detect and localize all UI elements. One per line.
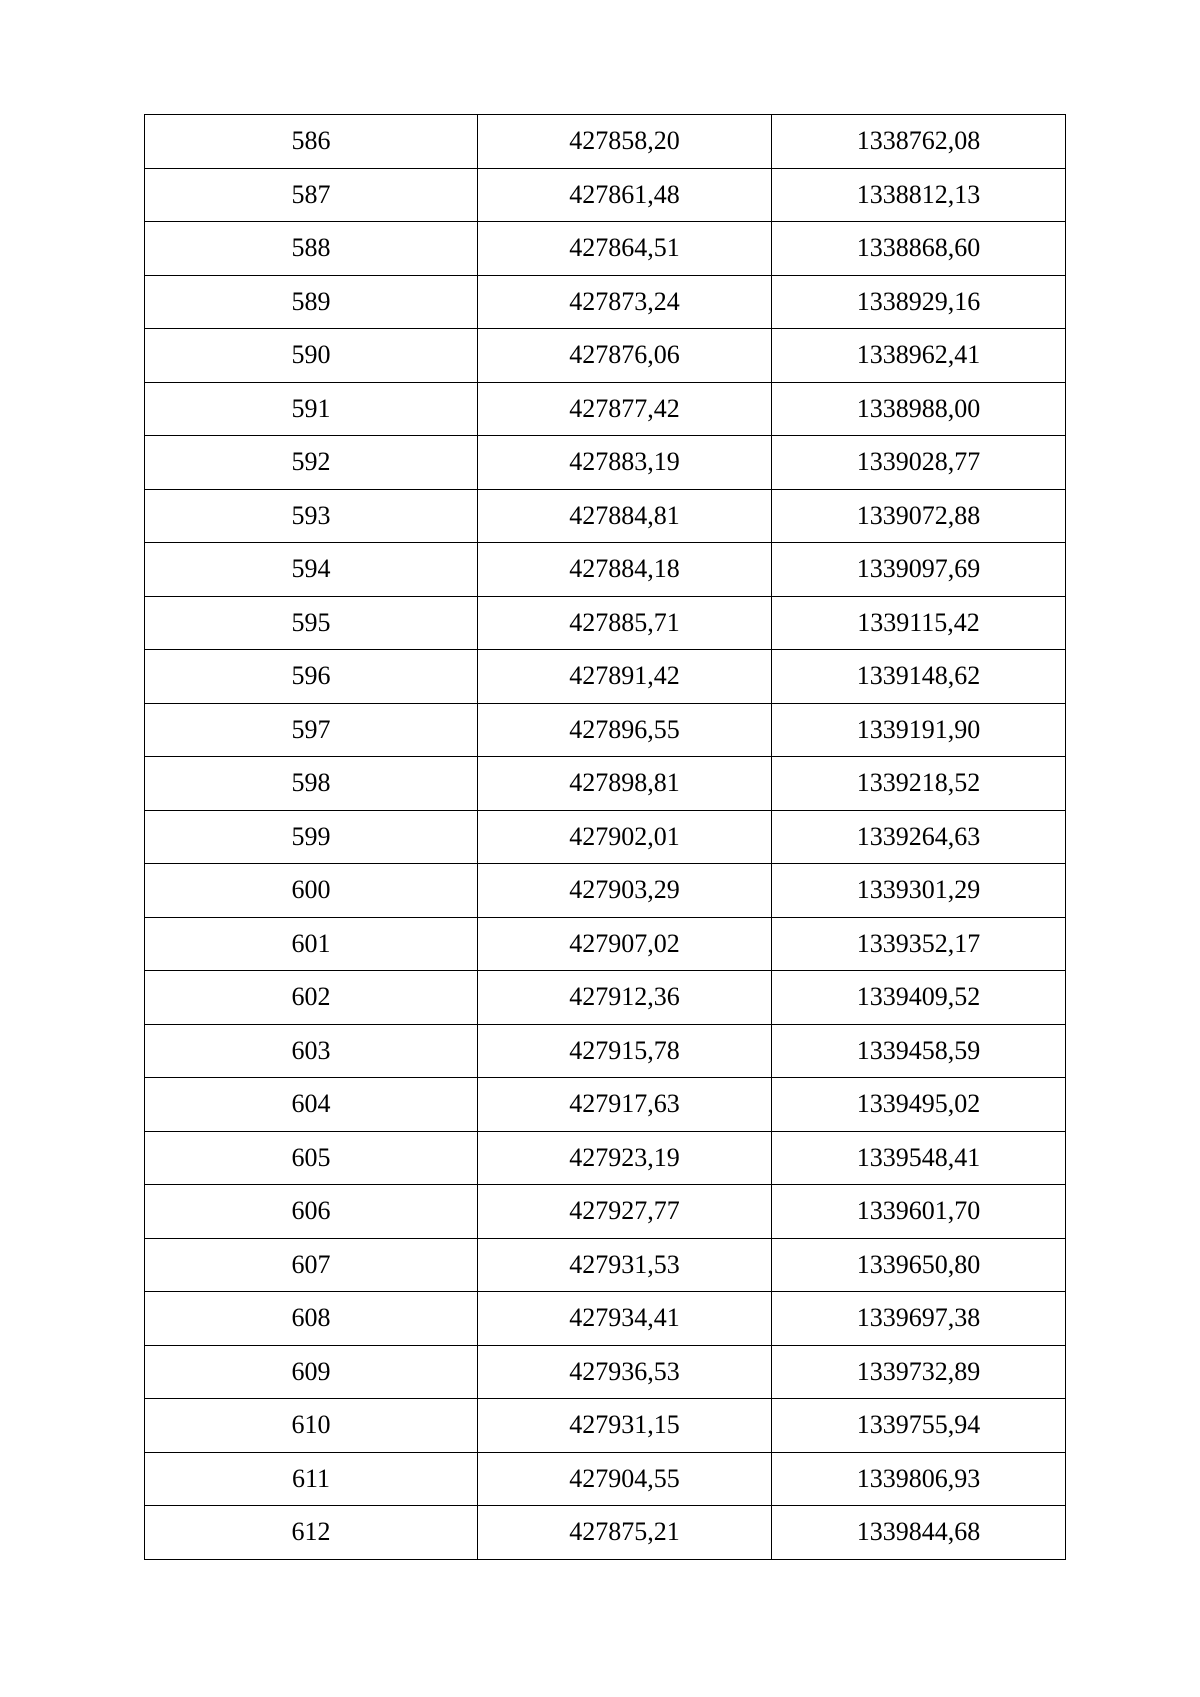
table-row — [145, 1399, 1066, 1453]
point-number-cell: 595 — [145, 596, 478, 650]
x-coordinate-cell: 427927,77 — [478, 1185, 772, 1239]
table-row — [145, 810, 1066, 864]
y-coordinate-cell: 1338962,41 — [772, 329, 1066, 383]
point-number-cell: 596 — [145, 650, 478, 704]
table-row — [145, 1452, 1066, 1506]
point-number-cell: 604 — [145, 1078, 478, 1132]
point-number-cell: 597 — [145, 703, 478, 757]
table-row — [145, 489, 1066, 543]
point-number-cell: 599 — [145, 810, 478, 864]
x-coordinate-cell: 427873,24 — [478, 275, 772, 329]
y-coordinate-cell: 1339072,88 — [772, 489, 1066, 543]
x-coordinate-cell: 427902,01 — [478, 810, 772, 864]
point-number-cell: 589 — [145, 275, 478, 329]
x-coordinate-cell: 427876,06 — [478, 329, 772, 383]
point-number-cell: 609 — [145, 1345, 478, 1399]
x-coordinate-cell: 427915,78 — [478, 1024, 772, 1078]
y-coordinate-cell: 1338762,08 — [772, 115, 1066, 169]
x-coordinate-cell: 427883,19 — [478, 436, 772, 490]
y-coordinate-cell: 1339548,41 — [772, 1131, 1066, 1185]
x-coordinate-cell: 427884,81 — [478, 489, 772, 543]
point-number-cell: 602 — [145, 971, 478, 1025]
x-coordinate-cell: 427936,53 — [478, 1345, 772, 1399]
y-coordinate-cell: 1338929,16 — [772, 275, 1066, 329]
y-coordinate-cell: 1339806,93 — [772, 1452, 1066, 1506]
x-coordinate-cell: 427931,53 — [478, 1238, 772, 1292]
x-coordinate-cell: 427884,18 — [478, 543, 772, 597]
table-row — [145, 971, 1066, 1025]
table-row — [145, 596, 1066, 650]
y-coordinate-cell: 1339028,77 — [772, 436, 1066, 490]
y-coordinate-cell: 1339732,89 — [772, 1345, 1066, 1399]
y-coordinate-cell: 1339495,02 — [772, 1078, 1066, 1132]
point-number-cell: 598 — [145, 757, 478, 811]
point-number-cell: 588 — [145, 222, 478, 276]
y-coordinate-cell: 1339115,42 — [772, 596, 1066, 650]
x-coordinate-cell: 427861,48 — [478, 168, 772, 222]
y-coordinate-cell: 1339697,38 — [772, 1292, 1066, 1346]
table-row — [145, 864, 1066, 918]
y-coordinate-cell: 1338868,60 — [772, 222, 1066, 276]
y-coordinate-cell: 1339409,52 — [772, 971, 1066, 1025]
point-number-cell: 606 — [145, 1185, 478, 1239]
y-coordinate-cell: 1338812,13 — [772, 168, 1066, 222]
point-number-cell: 611 — [145, 1452, 478, 1506]
x-coordinate-cell: 427885,71 — [478, 596, 772, 650]
x-coordinate-cell: 427923,19 — [478, 1131, 772, 1185]
y-coordinate-cell: 1339191,90 — [772, 703, 1066, 757]
point-number-cell: 607 — [145, 1238, 478, 1292]
point-number-cell: 592 — [145, 436, 478, 490]
table-row — [145, 168, 1066, 222]
point-number-cell: 601 — [145, 917, 478, 971]
table-row — [145, 1185, 1066, 1239]
point-number-cell: 605 — [145, 1131, 478, 1185]
table-row — [145, 222, 1066, 276]
table-row — [145, 1292, 1066, 1346]
y-coordinate-cell: 1339755,94 — [772, 1399, 1066, 1453]
point-number-cell: 591 — [145, 382, 478, 436]
x-coordinate-cell: 427864,51 — [478, 222, 772, 276]
point-number-cell: 590 — [145, 329, 478, 383]
table-row — [145, 757, 1066, 811]
y-coordinate-cell: 1339148,62 — [772, 650, 1066, 704]
point-number-cell: 600 — [145, 864, 478, 918]
table-row — [145, 329, 1066, 383]
table-row — [145, 275, 1066, 329]
table-row — [145, 650, 1066, 704]
x-coordinate-cell: 427912,36 — [478, 971, 772, 1025]
y-coordinate-cell: 1339218,52 — [772, 757, 1066, 811]
table-row — [145, 1078, 1066, 1132]
y-coordinate-cell: 1339458,59 — [772, 1024, 1066, 1078]
table-row — [145, 115, 1066, 169]
table-row — [145, 1131, 1066, 1185]
x-coordinate-cell: 427903,29 — [478, 864, 772, 918]
y-coordinate-cell: 1339352,17 — [772, 917, 1066, 971]
point-number-cell: 610 — [145, 1399, 478, 1453]
point-number-cell: 612 — [145, 1506, 478, 1560]
table-row — [145, 1238, 1066, 1292]
point-number-cell: 594 — [145, 543, 478, 597]
y-coordinate-cell: 1339844,68 — [772, 1506, 1066, 1560]
x-coordinate-cell: 427934,41 — [478, 1292, 772, 1346]
table-row — [145, 436, 1066, 490]
x-coordinate-cell: 427877,42 — [478, 382, 772, 436]
x-coordinate-cell: 427931,15 — [478, 1399, 772, 1453]
point-number-cell: 593 — [145, 489, 478, 543]
table-row — [145, 382, 1066, 436]
table-row — [145, 543, 1066, 597]
point-number-cell: 603 — [145, 1024, 478, 1078]
point-number-cell: 586 — [145, 115, 478, 169]
x-coordinate-cell: 427898,81 — [478, 757, 772, 811]
point-number-cell: 608 — [145, 1292, 478, 1346]
coordinates-table-body — [145, 115, 1066, 1560]
y-coordinate-cell: 1338988,00 — [772, 382, 1066, 436]
x-coordinate-cell: 427896,55 — [478, 703, 772, 757]
x-coordinate-cell: 427891,42 — [478, 650, 772, 704]
table-row — [145, 1345, 1066, 1399]
y-coordinate-cell: 1339301,29 — [772, 864, 1066, 918]
table-row — [145, 1506, 1066, 1560]
x-coordinate-cell: 427858,20 — [478, 115, 772, 169]
point-number-cell: 587 — [145, 168, 478, 222]
x-coordinate-cell: 427875,21 — [478, 1506, 772, 1560]
y-coordinate-cell: 1339264,63 — [772, 810, 1066, 864]
coordinates-table — [144, 114, 1066, 1560]
x-coordinate-cell: 427904,55 — [478, 1452, 772, 1506]
y-coordinate-cell: 1339601,70 — [772, 1185, 1066, 1239]
table-row — [145, 917, 1066, 971]
table-row — [145, 703, 1066, 757]
y-coordinate-cell: 1339097,69 — [772, 543, 1066, 597]
y-coordinate-cell: 1339650,80 — [772, 1238, 1066, 1292]
x-coordinate-cell: 427907,02 — [478, 917, 772, 971]
x-coordinate-cell: 427917,63 — [478, 1078, 772, 1132]
table-row — [145, 1024, 1066, 1078]
